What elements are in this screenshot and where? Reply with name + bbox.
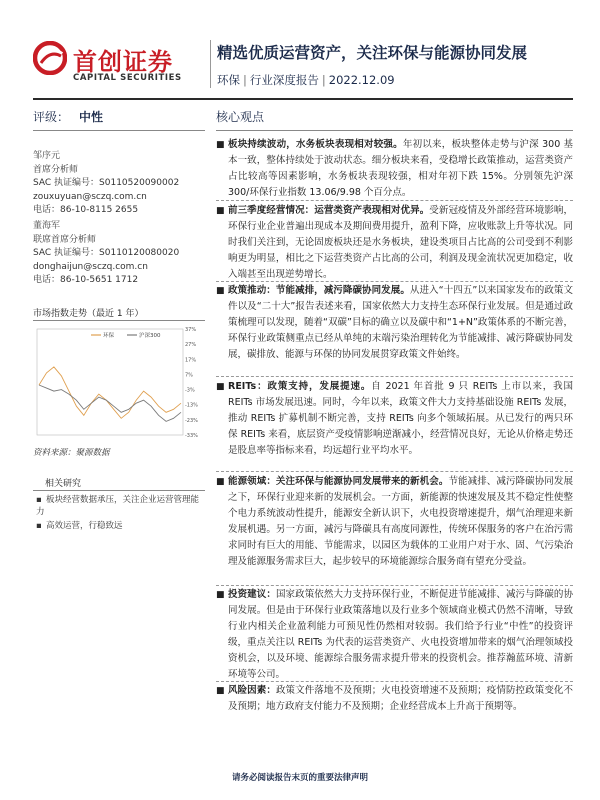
core-paragraph — [216, 683, 573, 715]
paragraph-lead: 政策推动：节能减排，减污降碳协同发展。 — [228, 285, 410, 296]
brand-mark-icon — [33, 41, 67, 75]
series-line — [39, 385, 181, 421]
bullet-icon: ▪ — [36, 521, 42, 531]
bullet-icon: ■ — [216, 590, 225, 600]
related-title: 相关研究 — [45, 479, 82, 489]
paragraph-divider — [216, 376, 573, 377]
related-item[interactable] — [36, 520, 204, 532]
bullet-icon: ■ — [216, 286, 225, 296]
paragraph-lead: 能源领域：关注环保与能源协同发展带来的新机会。 — [228, 476, 449, 487]
analyst-email[interactable]: zouxuyuan@sczq.com.cn — [33, 191, 147, 202]
series-line — [39, 367, 181, 418]
paragraph-body: 政策文件落地不及预期；火电投资增速不及预期；疫情防控政策变化不及预期；地方政府支付能力不及预期；企业经营成本上升高于预期等。 — [228, 685, 573, 712]
paragraph-body: 节能减排、减污降碳协同发展之下，环保行业迎来新的发展机会。一方面，新能源的快速发展及其不稳定性使整个电力系统波动性提升，能源安全新认识下，火电投资增速提升，烟气治理迎来新发展机遇。另一方面，减污与降碳具有高度同源性，传统环保服务的客户在治污需求同时有巨大的用能、节能需求，以园区为载体的工业用户对于水、固、气污染治理及能源服务需求巨大，起步较早的环境能源综合服务商有望充分受益。 — [228, 476, 573, 567]
rating — [33, 108, 103, 125]
analyst-name: 邹序元 — [33, 151, 61, 161]
report-type: 行业深度报告 — [249, 73, 319, 87]
analyst-phone: 电话：86-10-8115 2655 — [33, 205, 139, 215]
chart-title: 市场指数走势（最近 1 年） — [33, 309, 144, 319]
y-tick-label: -33% — [185, 433, 198, 439]
paragraph-divider — [216, 281, 573, 282]
bullet-icon: ■ — [216, 206, 225, 216]
report-industry: 环保 — [217, 73, 240, 87]
chart-rule — [33, 320, 205, 321]
bullet-icon: ■ — [216, 140, 225, 150]
analyst-card — [33, 220, 179, 288]
y-tick-label: 27% — [185, 342, 197, 349]
paragraph-divider — [216, 681, 573, 682]
bullet-icon: ▪ — [36, 495, 42, 505]
brand-logo — [33, 41, 203, 91]
y-tick-label: -23% — [185, 417, 198, 424]
analyst-email[interactable]: donghaijun@sczq.com.cn — [33, 261, 148, 272]
paragraph-body: 自 2021 年首批 9 只 REITs 上市以来，我国 REITs 市场发展迅速。同时，今年以来，政策文件大力支持基础设施 REITs 发展，推动 REITs 扩募机制不断完善，支持 REITs 向多个领域拓展。从已发行的两只环保 REITs 来看，底层资产受疫情影响逆渐减小，经营情况良好，无论从价格走势还是股息率等指标来看，均远超行业平均水平。 — [228, 381, 573, 456]
bullet-icon: ■ — [216, 477, 225, 487]
core-paragraph — [216, 203, 573, 283]
bullet-icon: ■ — [216, 686, 225, 696]
paragraph-body: 从进入“十四五”以来国家发布的政策文件以及“二十大”报告表述来看，国家依然大力支持生态环保行业发展。但是通过政策梳理可以发现，随着“双碳”目标的确立以及碳中和“1+N”政策体系的不断完善，环保行业政策侧重点已经从单纯的末端污染治理转化为节能减排、减污降碳协同发展，碳排放、能源与环保的协同发展贯穿政策文件始终。 — [228, 285, 573, 360]
y-tick-label: -13% — [185, 402, 198, 409]
related-item[interactable] — [36, 494, 204, 518]
core-title: 核心观点 — [216, 110, 265, 124]
paragraph-lead: REITs：政策支持，发展提速。 — [228, 381, 372, 392]
paragraph-divider — [216, 471, 573, 472]
analyst-phone: 电话：86-10-5651 1712 — [33, 275, 139, 285]
left-rule — [33, 130, 205, 131]
paragraph-lead: 板块持续波动，水务板块表现相对较强。 — [228, 139, 403, 150]
market-index-chart — [33, 323, 205, 441]
plot-frame — [37, 329, 183, 435]
paragraph-divider — [216, 200, 573, 201]
legend-label: 环保 — [103, 333, 115, 339]
y-tick-label: -3% — [185, 387, 195, 394]
header-divider — [210, 40, 211, 88]
legend-label: 沪深300 — [139, 333, 161, 339]
paragraph-lead: 投资建议： — [228, 589, 276, 600]
core-paragraph — [216, 137, 573, 201]
paragraph-body: 受新冠疫情及外部经营环境影响，环保行业企业普遍出现成本及期间费用提升，盈利下降，应收账款上升等状况。同时我们关注到，无论固废板块还是水务板块，建设类项目占比高的公司受到不利影响更为明显，相比之下运营类资产占比高的公司，利润及现金流状况更加稳定，收入端甚至出现逆势增长。 — [228, 205, 573, 280]
analyst-role: 首席分析师 — [33, 164, 79, 175]
paragraph-divider — [216, 585, 573, 586]
header-rule — [33, 98, 573, 100]
y-tick-label: 17% — [185, 357, 197, 364]
report-title: 精选优质运营资产，关注环保与能源协同发展 — [217, 44, 528, 62]
legal-footer: 请务必阅读报告末页的重要法律声明 — [231, 773, 368, 783]
paragraph-lead: 前三季度经营情况：运营类资产表现相对优异。 — [228, 205, 430, 216]
report-date: 2022.12.09 — [328, 73, 395, 87]
analyst-role: 联席首席分析师 — [33, 234, 97, 245]
core-rule — [216, 130, 573, 131]
bullet-icon: ■ — [216, 382, 225, 392]
brand-name-en: CAPITAL SECURITIES — [73, 73, 182, 83]
chart-source: 资料来源：聚源数据 — [33, 448, 110, 458]
related-rule — [33, 490, 205, 491]
analyst-cert: SAC 执证编号：S0110120080020 — [33, 248, 180, 258]
core-paragraph — [216, 379, 573, 459]
paragraph-body: 年初以来，板块整体走势与沪深 300 基本一致，整体持续处于波动状态。细分板块来看，受稳增长政策推动，运营类资产占比较高等因素影响，水务板块表现较强，相对年初下跌 15%。分别领先沪深 300/环保行业指数 13.06/9.98 个百分点。 — [228, 139, 573, 198]
related-item-label: 板块经营数据承压，关注企业运营管理能力 — [36, 495, 200, 517]
core-paragraph — [216, 283, 573, 363]
paragraph-lead: 风险因素： — [228, 685, 276, 696]
rating-value: 中性 — [79, 110, 104, 124]
core-paragraph — [216, 587, 573, 683]
core-paragraph — [216, 474, 573, 570]
brand-name-cn: 首创证券 — [73, 48, 173, 76]
rating-label: 评级： — [33, 110, 70, 124]
analyst-name: 董海军 — [33, 221, 61, 231]
y-tick-label: 37% — [185, 327, 197, 333]
analyst-card — [33, 150, 179, 218]
y-tick-label: 7% — [185, 372, 193, 379]
related-item-label: 高效运营，行稳致远 — [46, 521, 123, 531]
paragraph-body: 国家政策依然大力支持环保行业，不断促进节能减排、减污与降碳的协同发展。但是由于环保行业政策落地以及行业多个领域商业模式仍然不清晰，导致行业内相关企业盈利能力可预见性仍然相对较弱。我们给予行业“中性”的投资评级，重点关注以 REITs 为代表的运营类资产、火电投资增加带来的烟气治理领域投资机会，以及环境、能源综合服务需求提升带来的投资机会。推荐瀚蓝环境、清新环境等公司。 — [228, 589, 573, 680]
analyst-cert: SAC 执证编号：S0110520090002 — [33, 178, 180, 188]
report-meta: 环保 | 行业深度报告 | 2022.12.09 — [217, 73, 395, 87]
